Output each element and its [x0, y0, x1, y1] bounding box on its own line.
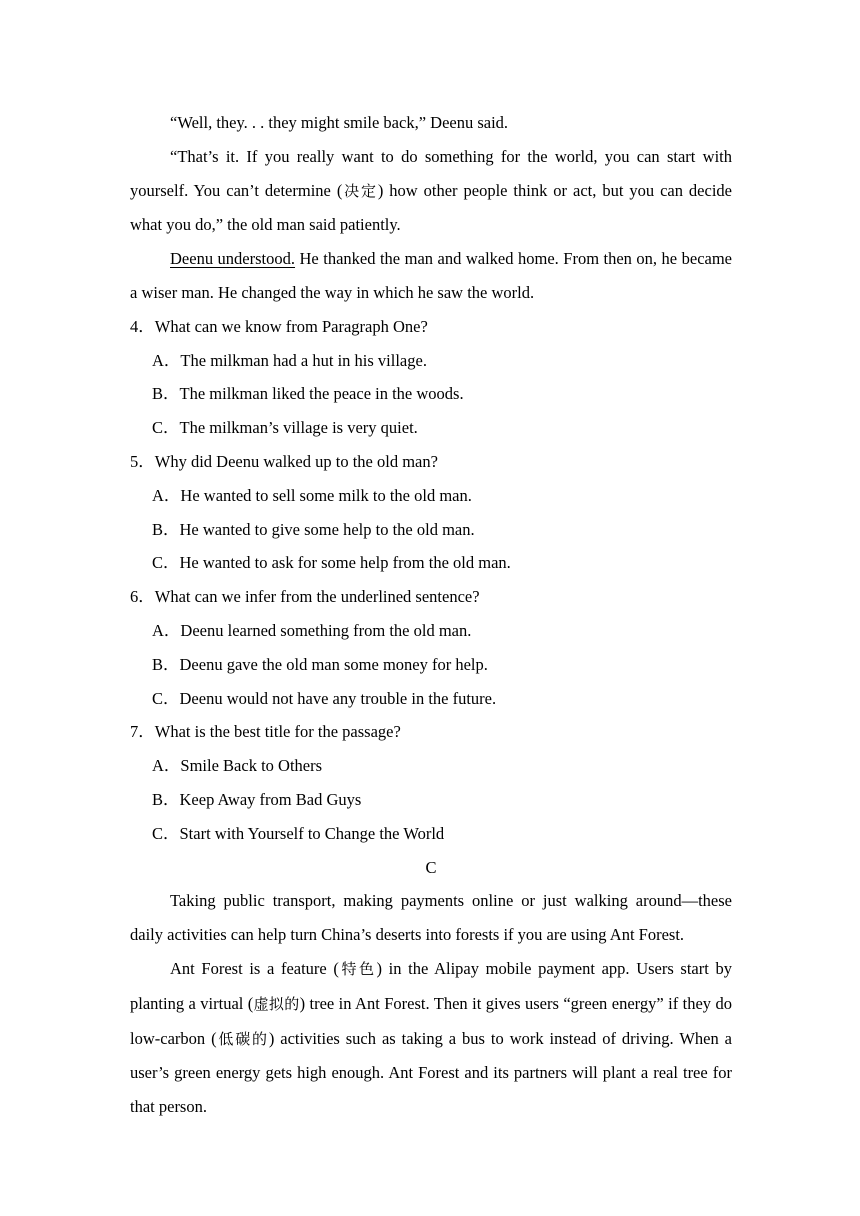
text-span: Ant Forest is a feature ( — [170, 958, 339, 978]
option-c: C．The milkman’s village is very quiet. — [152, 418, 418, 438]
passage-b-paragraph-2 — [130, 140, 732, 242]
passage-b-paragraph-1: “Well, they. . . they might smile back,” Deenu said. — [170, 113, 509, 132]
cjk-gloss: 决定 — [342, 181, 378, 200]
passage-c-paragraph-1: Taking public transport, making payments online or just walking around—these daily activities can help turn China’s deserts into forests if you are using Ant Forest. — [130, 891, 732, 945]
passage-b-paragraph-3 — [130, 242, 732, 310]
text-span: ) in the Alipay mobile payment app. Users start by planting a virtual ( — [130, 958, 732, 1013]
option-b: B．Deenu gave the old man some money for help. — [152, 654, 488, 674]
text-span: ) how other people think or act, but you can decide what you do,” the old man said patiently. — [130, 180, 732, 235]
option-b: B．The milkman liked the peace in the woods. — [152, 384, 464, 404]
underlined-sentence: Deenu understood. — [170, 249, 296, 269]
cjk-gloss: 低碳的 — [216, 1029, 269, 1048]
question-stem: 6．What can we infer from the underlined sentence? — [130, 587, 480, 607]
cjk-gloss: 虚拟的 — [253, 994, 300, 1013]
question-stem: 5．Why did Deenu walked up to the old man? — [130, 451, 438, 471]
option-b: B．He wanted to give some help to the old man. — [152, 519, 475, 539]
option-b: B．Keep Away from Bad Guys — [152, 789, 362, 809]
question-5 — [130, 445, 732, 580]
text-span: ) activities such as taking a bus to work instead of driving. When a user’s green energy gets high enough. Ant Forest and its partners will plant a real tree for that person. — [130, 1028, 732, 1117]
option-a: A．Deenu learned something from the old man. — [152, 620, 472, 640]
option-a: A．Smile Back to Others — [152, 756, 323, 776]
section-heading: C — [425, 857, 437, 877]
question-4 — [130, 310, 732, 445]
option-a: A．The milkman had a hut in his village. — [152, 350, 427, 370]
text-span: He thanked the man and walked home. From then on, he became a wiser man. He changed the way in which he saw the world. — [130, 249, 733, 302]
question-7 — [130, 715, 732, 850]
option-c: C．Deenu would not have any trouble in the future. — [152, 688, 497, 708]
option-c: C．He wanted to ask for some help from the old man. — [152, 553, 511, 573]
question-6 — [130, 580, 732, 715]
text-span: ) tree in Ant Forest. Then it gives users “green energy” if they do low-carbon ( — [130, 993, 732, 1048]
question-stem: 7．What is the best title for the passage? — [130, 722, 401, 742]
text-span: “That’s it. If you really want to do something for the world, you can start with yourself. You can’t determine ( — [130, 146, 732, 200]
option-a: A．He wanted to sell some milk to the old man. — [152, 485, 472, 505]
passage-c-paragraph-2 — [130, 952, 732, 1124]
option-c: C．Start with Yourself to Change the World — [152, 823, 445, 843]
question-stem: 4．What can we know from Paragraph One? — [130, 316, 428, 336]
cjk-gloss: 特色 — [338, 959, 377, 978]
